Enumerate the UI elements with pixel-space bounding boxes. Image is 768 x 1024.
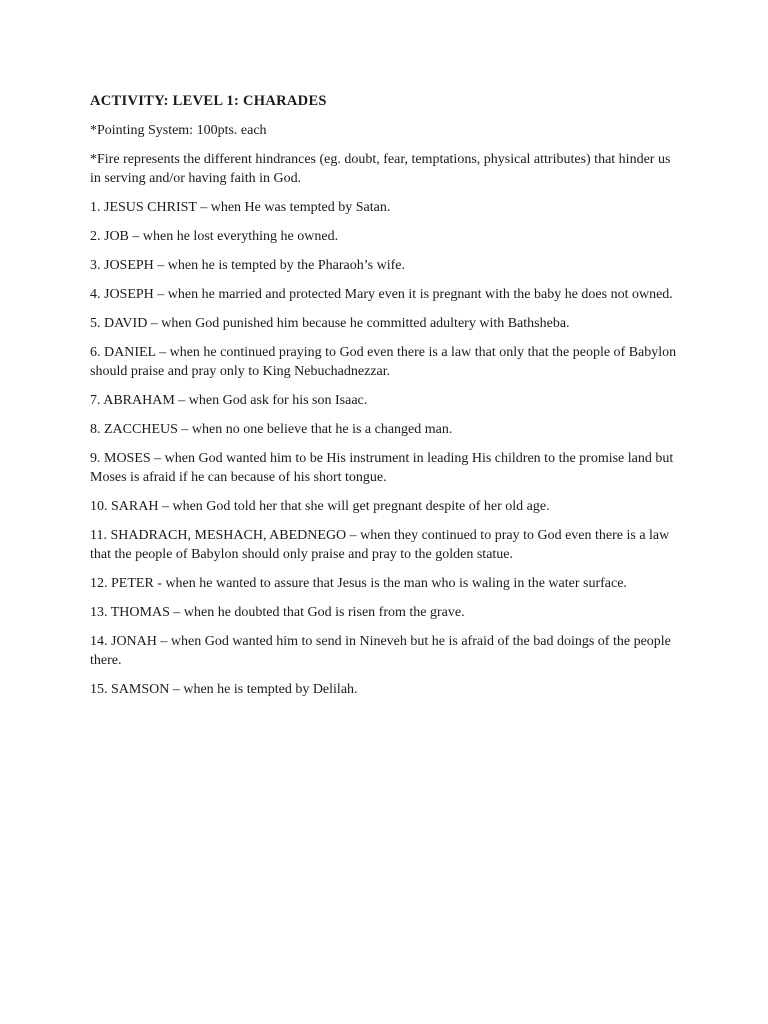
list-item: 11. SHADRACH, MESHACH, ABEDNEGO – when they continued to pray to God even there is a law that the people of Babylon should only praise and pray to the golden statue. bbox=[90, 528, 670, 562]
charades-list bbox=[90, 198, 680, 699]
list-item: 4. JOSEPH – when he married and protected Mary even it is pregnant with the baby he does not owned. bbox=[90, 287, 673, 302]
fire-note: *Fire represents the different hindrances (eg. doubt, fear, temptations, physical attributes) that hinder us in serving and/or having faith in God. bbox=[90, 152, 671, 186]
list-item: 6. DANIEL – when he continued praying to God even there is a law that only that the people of Babylon should praise and pray only to King Nebuchadnezzar. bbox=[90, 345, 677, 379]
list-item: 10. SARAH – when God told her that she will get pregnant despite of her old age. bbox=[90, 499, 550, 514]
pointing-system-note: *Pointing System: 100pts. each bbox=[90, 123, 267, 138]
list-item: 13. THOMAS – when he doubted that God is risen from the grave. bbox=[90, 605, 465, 620]
list-item: 1. JESUS CHRIST – when He was tempted by Satan. bbox=[90, 200, 391, 215]
document-page bbox=[90, 92, 680, 709]
list-item: 15. SAMSON – when he is tempted by Delilah. bbox=[90, 682, 358, 697]
list-item: 5. DAVID – when God punished him because he committed adultery with Bathsheba. bbox=[90, 316, 570, 331]
list-item: 12. PETER - when he wanted to assure that Jesus is the man who is waling in the water surface. bbox=[90, 576, 627, 591]
list-item: 8. ZACCHEUS – when no one believe that he is a changed man. bbox=[90, 422, 453, 437]
list-item: 7. ABRAHAM – when God ask for his son Isaac. bbox=[90, 393, 368, 408]
list-item: 2. JOB – when he lost everything he owned. bbox=[90, 229, 339, 244]
list-item: 14. JONAH – when God wanted him to send in Nineveh but he is afraid of the bad doings of the people there. bbox=[90, 634, 671, 668]
list-item: 3. JOSEPH – when he is tempted by the Pharaoh’s wife. bbox=[90, 258, 405, 273]
list-item: 9. MOSES – when God wanted him to be His instrument in leading His children to the promise land but Moses is afraid if he can because of his short tongue. bbox=[90, 451, 674, 485]
document-title: ACTIVITY: LEVEL 1: CHARADES bbox=[90, 93, 327, 109]
